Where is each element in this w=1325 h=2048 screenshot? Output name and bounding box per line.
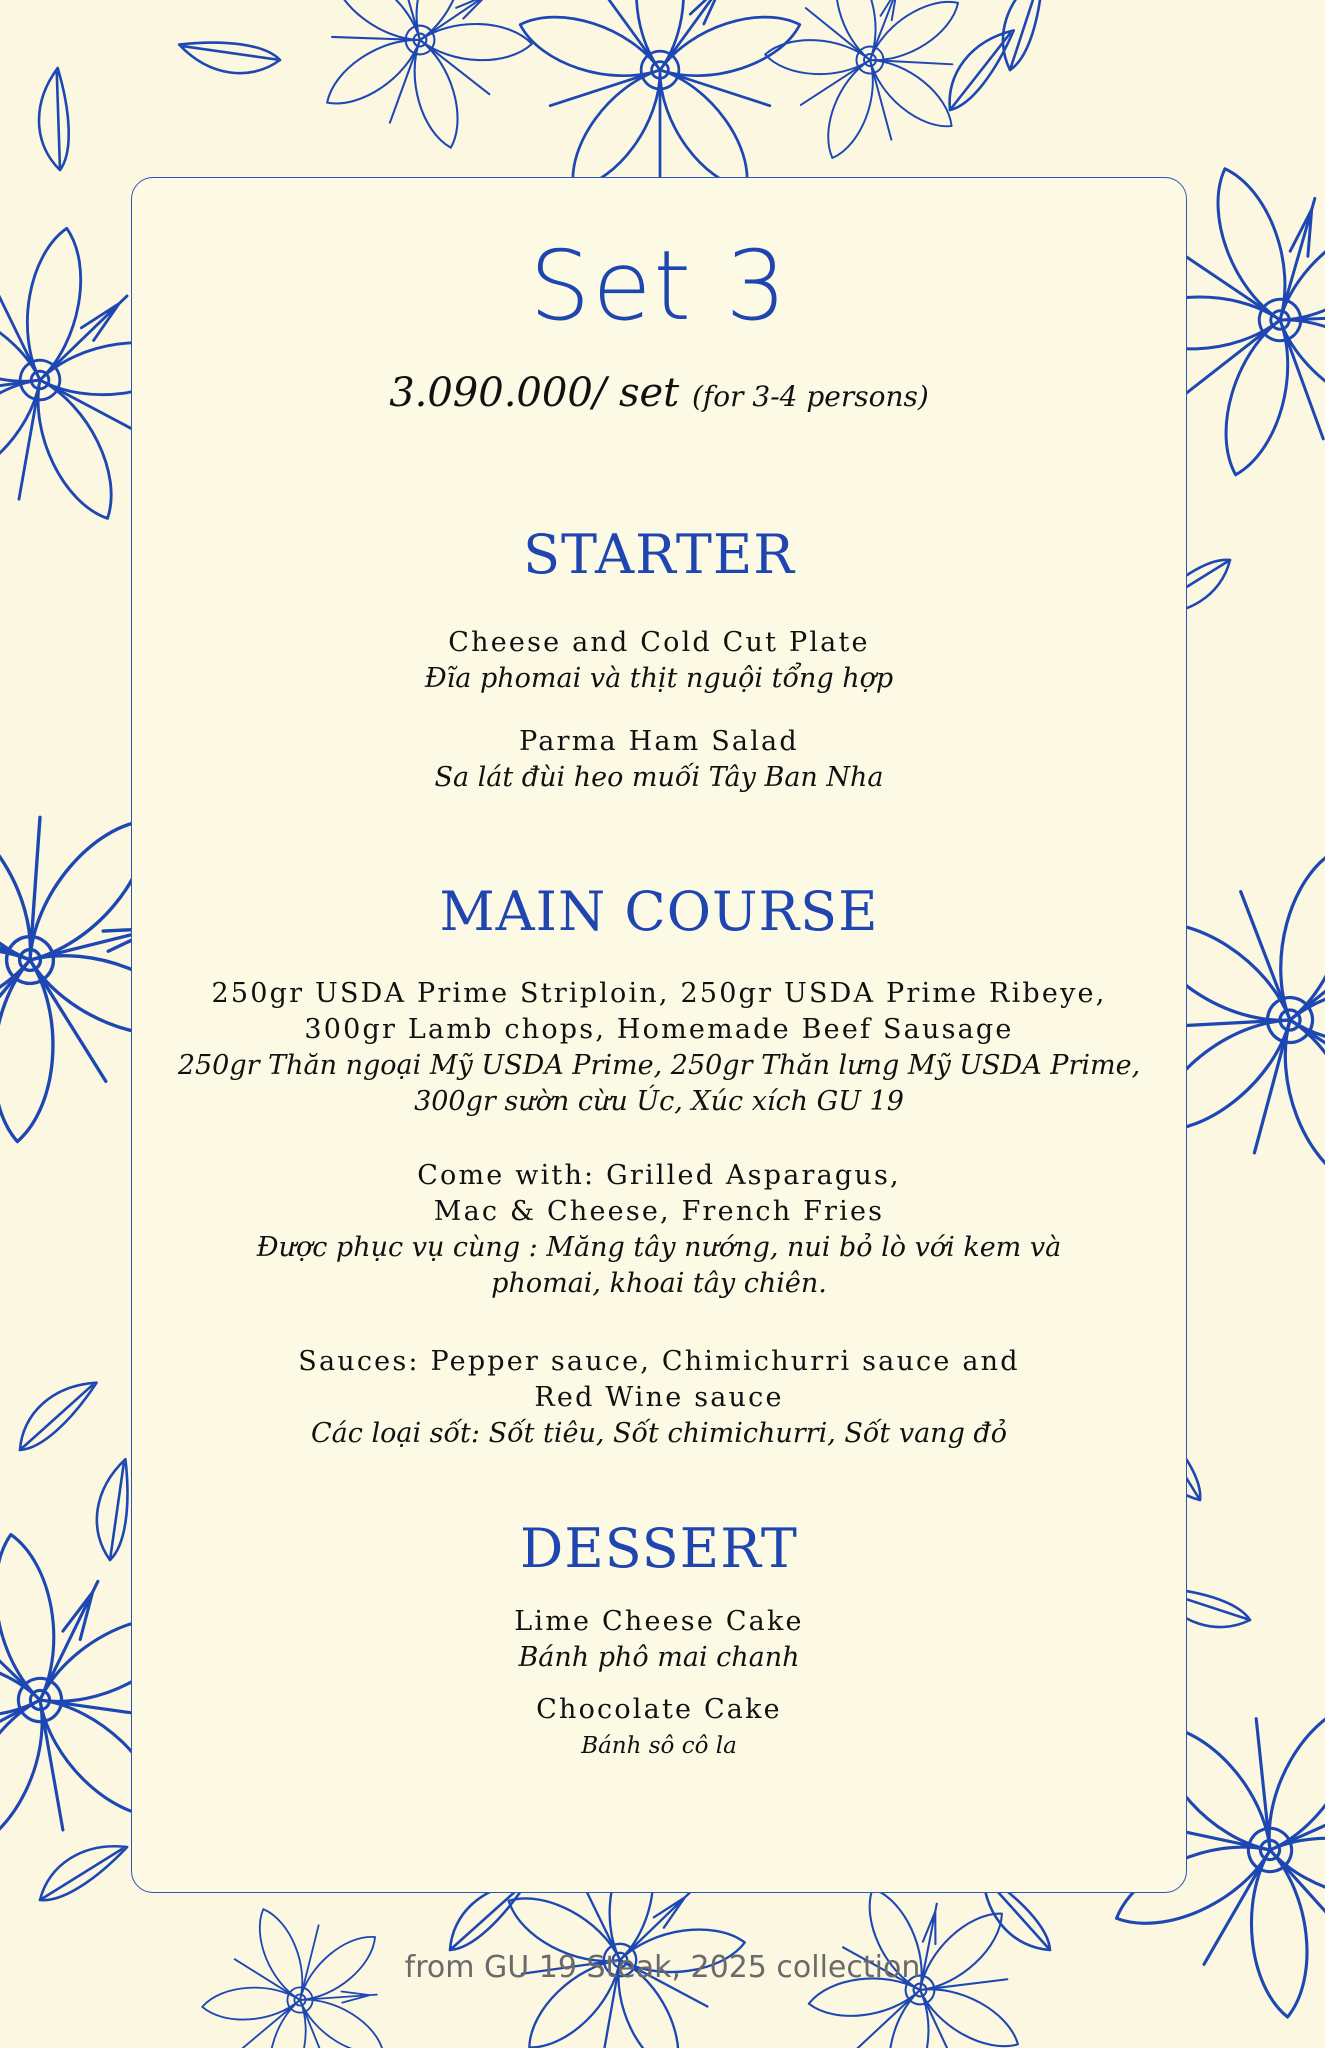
main-item (132, 1158, 1186, 1302)
main-item (132, 1344, 1186, 1452)
dish-line: 300gr Lamb chops, Homemade Beef Sausage (304, 1014, 1014, 1045)
dish-name-vi: Bánh sô cô la (581, 1733, 737, 1759)
dish-line: 250gr USDA Prime Striploin, 250gr USDA Prime Ribeye, (211, 978, 1107, 1009)
menu-title: Set 3 (529, 230, 789, 342)
footer-credit: from GU 19 Steak, 2025 collection (404, 1950, 921, 1985)
dish-name-vi: Sa lát đùi heo muối Tây Ban Nha (434, 762, 884, 793)
starter-item (132, 625, 1186, 697)
dish-name: Chocolate Cake (536, 1694, 782, 1725)
dish-name-vi: Đĩa phomai và thịt nguội tổng hợp (424, 663, 894, 694)
dish-name: Lime Cheese Cake (514, 1606, 804, 1637)
dish-line-vi: 250gr Thăn ngoại Mỹ USDA Prime, 250gr Thăn lưng Mỹ USDA Prime, (177, 1050, 1141, 1081)
menu-price (132, 370, 1186, 416)
dish-line: Mac & Cheese, French Fries (433, 1196, 885, 1227)
dish-name: Parma Ham Salad (519, 726, 799, 757)
section-heading-starter: STARTER (523, 523, 795, 586)
section-heading-main-course: MAIN COURSE (439, 880, 879, 943)
dish-line: Come with: Grilled Asparagus, (417, 1160, 901, 1191)
main-item (132, 976, 1186, 1120)
dish-line: Red Wine sauce (534, 1382, 784, 1413)
starter-item (132, 724, 1186, 796)
price-note: (for 3-4 persons) (691, 380, 929, 413)
dish-line-vi: phomai, khoai tây chiên. (491, 1268, 827, 1299)
price-value: 3.090.000/ set (389, 370, 680, 416)
dish-line: Sauces: Pepper sauce, Chimichurri sauce and (298, 1346, 1020, 1377)
dessert-item (132, 1692, 1186, 1764)
dish-name-vi: Bánh phô mai chanh (518, 1642, 800, 1673)
dish-name: Cheese and Cold Cut Plate (448, 627, 870, 658)
dish-line-vi: 300gr sườn cừu Úc, Xúc xích GU 19 (414, 1086, 904, 1117)
dish-line-vi: Được phục vụ cùng : Măng tây nướng, nui bỏ lò với kem và (256, 1232, 1062, 1263)
dish-line-vi: Các loại sốt: Sốt tiêu, Sốt chimichurri, Sốt vang đỏ (311, 1418, 1007, 1449)
dessert-item (132, 1604, 1186, 1676)
section-heading-dessert: DESSERT (520, 1517, 798, 1580)
menu-card (131, 177, 1187, 1893)
